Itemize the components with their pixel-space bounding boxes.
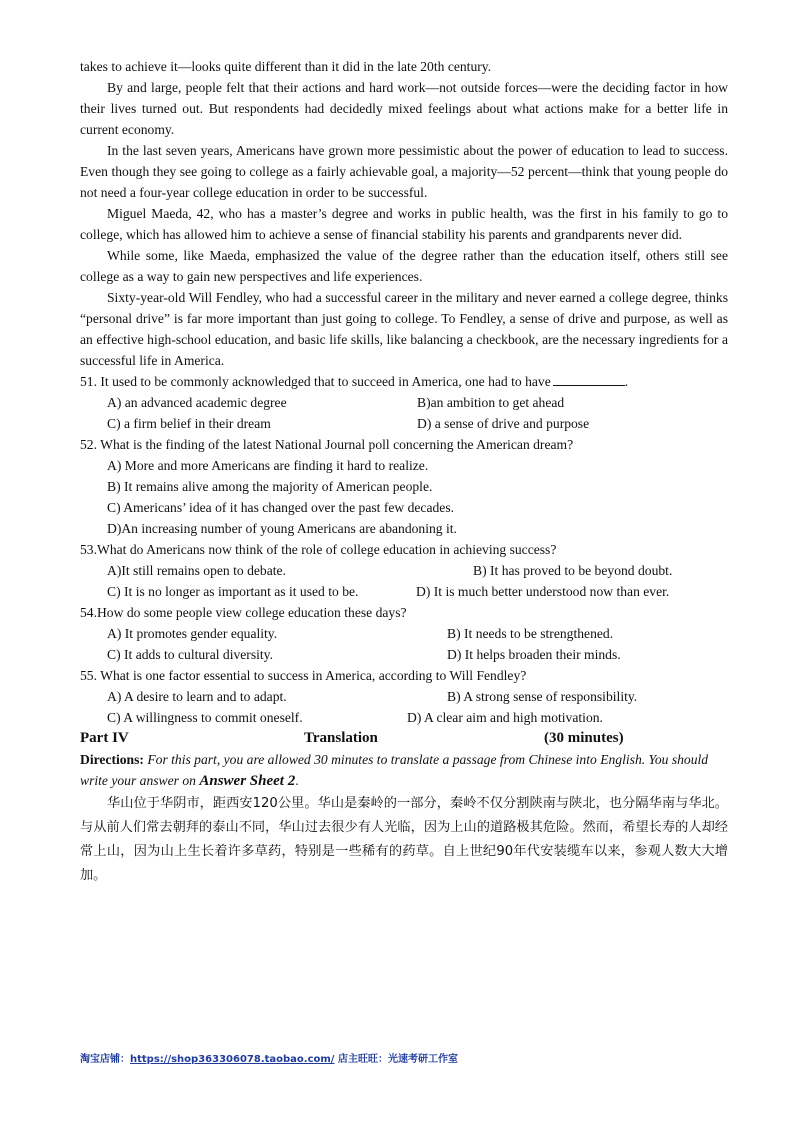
owner-label: 店主旺旺：光速考研工作室 <box>334 1054 458 1065</box>
option-c: C) Americans’ idea of it has changed over the past few decades. <box>107 500 455 515</box>
question-53-options-row-1 <box>80 560 728 581</box>
question-54-options-row-2 <box>80 644 728 665</box>
passage-paragraph-2: By and large, people felt that their actions and hard work—not outside forces—were the deciding factor in how their lives turned out. But respondents had decidedly mixed feelings about what actions make for a better life in current economy. <box>80 80 728 137</box>
option-d: D) A clear aim and high motivation. <box>407 710 603 725</box>
answer-sheet-label: Answer Sheet 2 <box>199 773 296 789</box>
passage-paragraph-6: Sixty-year-old Will Fendley, who had a successful career in the military and never earned a college degree, thinks “personal drive” is far more important than just going to college. To Fendley, a sense of drive and purpose, as well as an effective high-school education, and basic life skills, like balancing a checkbook, are the necessary ingredients for a successful life in America. <box>80 290 728 368</box>
option-b: B) It remains alive among the majority of American people. <box>107 479 433 494</box>
question-51-options-row-2 <box>80 413 728 434</box>
footer-shop-info <box>80 1049 720 1070</box>
option-c: C) It adds to cultural diversity. <box>107 647 273 662</box>
option-d: D) a sense of drive and purpose <box>417 416 590 431</box>
part-iv-directions: Directions: For this part, you are allowed 30 minutes to translate a passage from Chinese into English. You should write your answer on Answer Sheet 2. <box>80 752 709 789</box>
question-53-options-row-2 <box>80 581 728 602</box>
option-a: A) It promotes gender equality. <box>107 626 278 641</box>
option-a: A) an advanced academic degree <box>107 395 287 410</box>
option-b: B) It needs to be strengthened. <box>447 626 614 641</box>
question-54-options-row-1 <box>80 623 728 644</box>
question-51-options-row-1 <box>80 392 728 413</box>
question-51-stem: 51. It used to be commonly acknowledged that to succeed in America, one had to have . <box>80 371 728 392</box>
option-c: C) A willingness to commit oneself. <box>107 710 303 725</box>
answer-blank <box>553 371 625 386</box>
exam-content <box>80 56 728 888</box>
chinese-translation-passage: 华山位于华阴市，距西安120公里。华山是秦岭的一部分，秦岭不仅分割陕南与陕北，也分隔华南与华北。与从前人们常去朝拜的泰山不同，华山过去很少有人光临，因为上山的道路极其危险。然而，希望长寿的人却经常上山，因为山上生长着许多草药，特别是一些稀有的药草。自上世纪90年代安装缆车以来，参观人数大大增加。 <box>80 796 728 883</box>
question-55-options-row-1 <box>80 686 728 707</box>
option-b: B) A strong sense of responsibility. <box>447 689 638 704</box>
passage-paragraph-3: In the last seven years, Americans have grown more pessimistic about the power of education to lead to success. Even though they see going to college as a fairly achievable goal, a majority—52 percent—think that young people do not need a four-year college education in order to be successful. <box>80 143 728 200</box>
option-a: A)It still remains open to debate. <box>107 563 286 578</box>
directions-text: For this part, you are allowed 30 minutes to translate a passage from Chinese into English. You should write your answer on <box>80 752 709 788</box>
shop-label: 淘宝店铺： <box>80 1054 130 1065</box>
option-d: D) It helps broaden their minds. <box>447 647 621 662</box>
question-55-options-row-2 <box>80 707 728 728</box>
passage-paragraph-4: Miguel Maeda, 42, who has a master’s degree and works in public health, was the first in his family to go to college, which has allowed him to achieve a sense of financial stability his parents and grandparents never did. <box>80 206 728 242</box>
shop-link[interactable]: https://shop363306078.taobao.com/ <box>130 1054 335 1065</box>
part-iv-heading <box>80 728 728 749</box>
directions-label: Directions: <box>80 752 144 767</box>
option-b: B) It has proved to be beyond doubt. <box>473 563 673 578</box>
question-53-stem: 53.What do Americans now think of the role of college education in achieving success? <box>80 542 557 557</box>
option-c: C) It is no longer as important as it used to be. <box>107 584 359 599</box>
passage-paragraph-5: While some, like Maeda, emphasized the value of the degree rather than the education itself, others still see college as a way to gain new perspectives and life experiences. <box>80 248 728 284</box>
option-b: B)an ambition to get ahead <box>417 395 565 410</box>
question-52-stem: 52. What is the finding of the latest National Journal poll concerning the American dream? <box>80 437 574 452</box>
part-label: Part IV <box>80 730 129 746</box>
option-d: D) It is much better understood now than ever. <box>416 584 670 599</box>
option-a: A) More and more Americans are finding it hard to realize. <box>107 458 429 473</box>
question-55-stem: 55. What is one factor essential to success in America, according to Will Fendley? <box>80 668 527 683</box>
part-time: (30 minutes) <box>544 730 624 746</box>
part-title: Translation <box>304 730 378 746</box>
option-d: D)An increasing number of young Americans are abandoning it. <box>107 521 457 536</box>
passage-paragraph-1: takes to achieve it—looks quite different than it did in the late 20th century. <box>80 59 492 74</box>
question-54-stem: 54.How do some people view college education these days? <box>80 605 407 620</box>
option-a: A) A desire to learn and to adapt. <box>107 689 287 704</box>
option-c: C) a firm belief in their dream <box>107 416 271 431</box>
